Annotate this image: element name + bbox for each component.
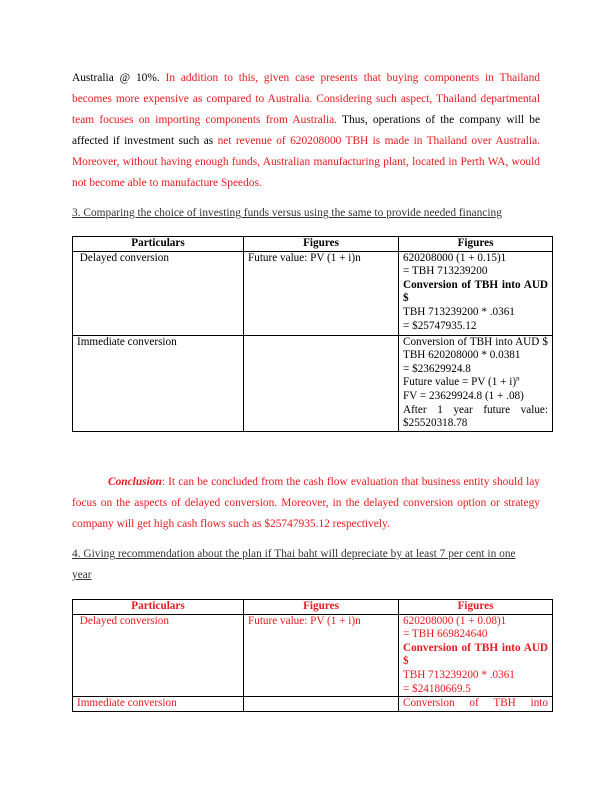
- header-figures: Figures: [399, 237, 553, 252]
- figure-line: Conversion of TBH into: [403, 697, 548, 710]
- particular-label: Immediate conversion: [77, 697, 177, 710]
- cell-formula: [244, 251, 399, 335]
- figure-line: Conversion of TBH into AUD $: [403, 335, 548, 348]
- header-figures: Figures: [244, 600, 399, 615]
- table-row: [73, 697, 553, 712]
- conclusion-text: : It can be concluded from the cash flow evaluation that business entity should lay focus on the aspects of delayed conversion. Moreover, in the delayed conversion option or strategy company will get high cash flows such as $25747935.12 respectively.: [72, 476, 540, 530]
- cell-figures: [399, 335, 553, 431]
- section-3-heading: 3. Comparing the choice of investing funds versus using the same to provide needed financing: [72, 207, 502, 219]
- figure-line: FV = 23629924.8 (1 + .08): [403, 389, 524, 402]
- table-row: [73, 614, 553, 697]
- table-header-row: [73, 237, 553, 252]
- cell-figures: [399, 251, 553, 335]
- figure-line-bold: Conversion of TBH into AUD $: [403, 641, 548, 668]
- cell-formula: [244, 614, 399, 697]
- figure-line: After 1 year future value: $25520318.78: [403, 403, 548, 430]
- section-4-heading-line2: year: [72, 569, 92, 581]
- cell-particular: [73, 614, 244, 697]
- figure-line: = $23629924.8: [403, 362, 471, 375]
- figure-line: TBH 713239200 * .0361: [403, 668, 515, 681]
- figure-line: TBH 620208000 * 0.0381: [403, 349, 521, 362]
- recommendation-table: [72, 599, 553, 712]
- cell-figures: [399, 614, 553, 697]
- cell-figures: [399, 697, 553, 712]
- superscript: n: [516, 374, 520, 383]
- formula-text: Future value: PV (1 + i)n: [248, 614, 361, 627]
- table-header-row: [73, 600, 553, 615]
- figure-line: 620208000 (1 + 0.15)1: [403, 251, 507, 264]
- cell-particular: [73, 335, 244, 431]
- figure-line-bold: Conversion of TBH into AUD $: [403, 278, 548, 305]
- table-row: [73, 251, 553, 335]
- comparison-table: [72, 236, 553, 432]
- figure-line-text: Future value = PV (1 + i): [403, 376, 517, 389]
- header-particulars: Particulars: [73, 237, 244, 252]
- intro-text-red-2: net revenue of 620208000 TBH is made in Thailand over Australia. Moreover, without having enough funds, Australian manufacturing plant, located in Perth WA, would not become able to manufacture Speedos.: [72, 135, 540, 189]
- particular-label: Immediate conversion: [77, 335, 177, 348]
- header-figures: Figures: [244, 237, 399, 252]
- header-figures: Figures: [399, 600, 553, 615]
- particular-label: Delayed conversion: [79, 251, 169, 264]
- cell-particular: [73, 697, 244, 712]
- header-particulars: Particulars: [73, 600, 244, 615]
- section-4-heading-line1: 4. Giving recommendation about the plan if Thai baht will depreciate by at least 7 per cent in one: [72, 548, 516, 560]
- figure-line: = $24180669.5: [403, 682, 471, 695]
- intro-text-black-2: Thus, operations of the company will be affected if investment such as: [72, 114, 540, 147]
- cell-formula: [244, 697, 399, 712]
- intro-paragraph: [72, 68, 540, 194]
- intro-text-red-1: In addition to this, given case presents that buying components in Thailand becomes more expensive as compared to Australia. Considering such aspect, Thailand departmental team focuses on importing components from Australia.: [72, 72, 540, 126]
- section-4-heading: [72, 544, 544, 586]
- figure-line: 620208000 (1 + 0.08)1: [403, 614, 507, 627]
- figure-line: = TBH 713239200: [403, 265, 488, 278]
- cell-formula: [244, 335, 399, 431]
- conclusion-label: Conclusion: [108, 476, 162, 488]
- formula-text: Future value: PV (1 + i)n: [248, 251, 361, 264]
- figure-line: = $25747935.12: [403, 319, 477, 332]
- particular-label: Delayed conversion: [79, 614, 169, 627]
- intro-text-black-1: Australia @ 10%.: [72, 72, 160, 84]
- figure-line: = TBH 669824640: [403, 628, 488, 641]
- conclusion-paragraph: [72, 472, 540, 535]
- figure-line: TBH 713239200 * .0361: [403, 305, 515, 318]
- figure-line: [403, 376, 548, 390]
- table-row: [73, 335, 553, 431]
- cell-particular: [73, 251, 244, 335]
